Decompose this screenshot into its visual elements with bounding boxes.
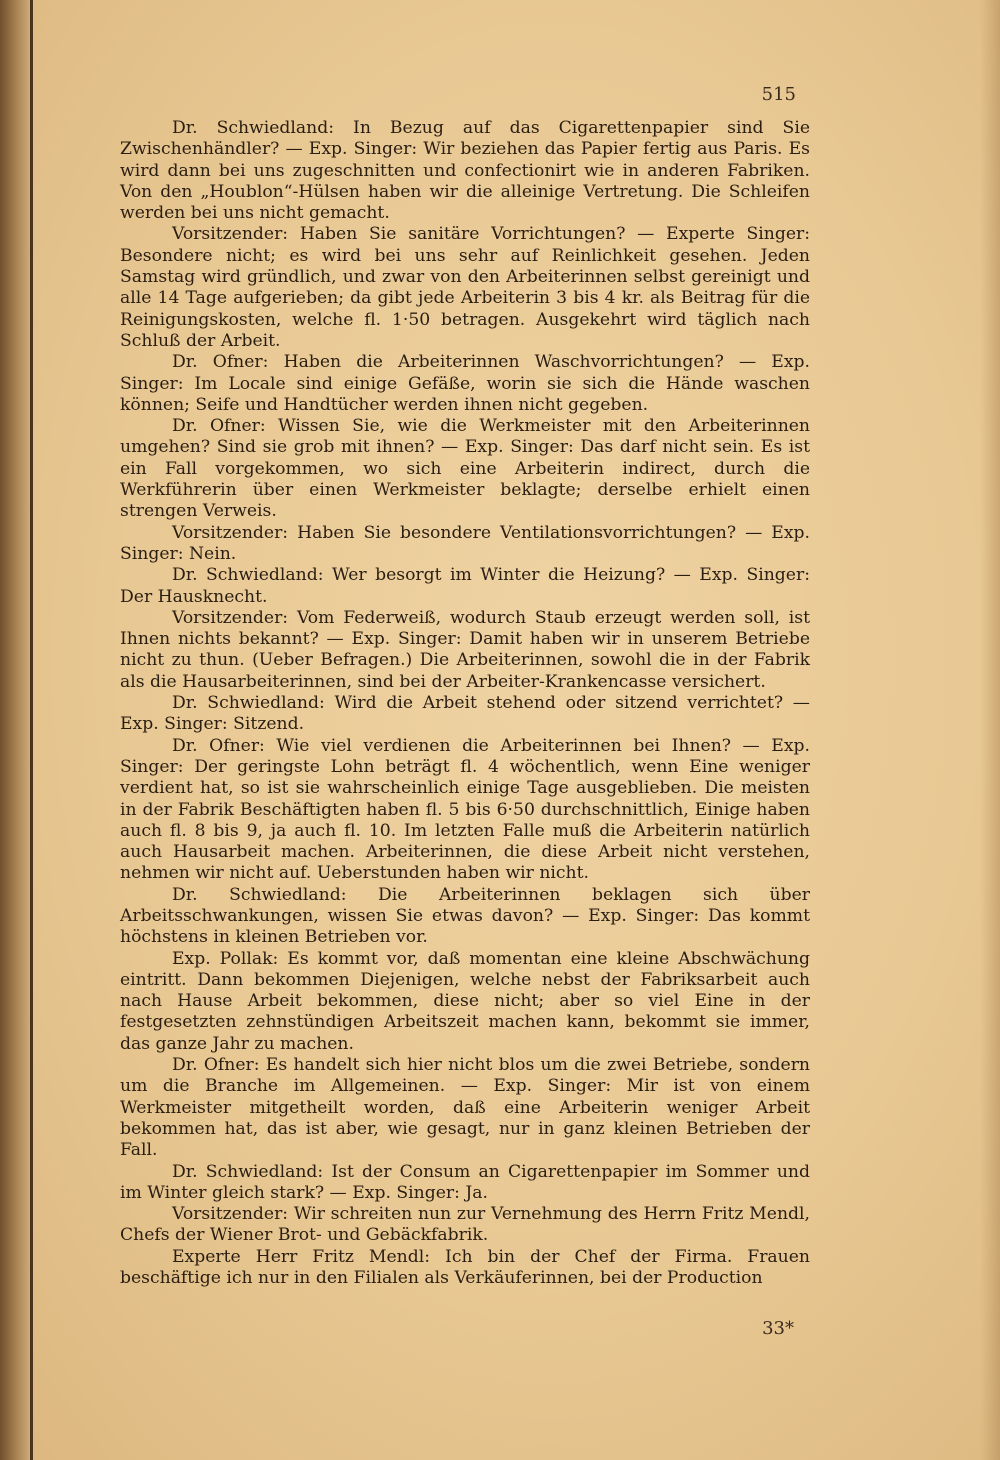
paragraph: Dr. Ofner: Es handelt sich hier nicht blos um die zwei Betriebe, sondern um die Branche im Allgemeinen. — Exp. Singer: Mir ist von einem Werkmeister mitgetheilt worden, daß eine Arbeiterin weniger Arbeit bekommen hat, das ist aber, wie gesagt, nur in ganz kleinen Betrieben der Fall. bbox=[120, 1055, 810, 1161]
paragraph: Dr. Schwiedland: In Bezug auf das Cigarettenpapier sind Sie Zwischenhändler? — Exp. Singer: Wir beziehen das Papier fertig aus Paris. Es wird dann bei uns zugeschnitten und confectionirt wie in anderen Fabriken. Von den „Houblon“-Hülsen haben wir die alleinige Vertretung. Die Schleifen werden bei uns nicht gemacht. bbox=[120, 118, 810, 224]
paragraph: Vorsitzender: Haben Sie sanitäre Vorrichtungen? — Experte Singer: Besondere nicht; es wird bei uns sehr auf Reinlichkeit gesehen. Jeden Samstag wird gründlich, und zwar von den Arbeiterinnen selbst gereinigt und alle 14 Tage aufgerieben; da gibt jede Arbeiterin 3 bis 4 kr. als Beitrag für die Reinigungskosten, welche fl. 1·50 betragen. Ausgekehrt wird täglich nach Schluß der Arbeit. bbox=[120, 224, 810, 351]
binding-gutter bbox=[0, 0, 30, 1460]
paragraph: Dr. Ofner: Wissen Sie, wie die Werkmeister mit den Arbeiterinnen umgehen? Sind sie grob mit ihnen? — Exp. Singer: Das darf nicht sein. Es ist ein Fall vorgekommen, wo sich eine Arbeiterin indirect, durch die Werkführerin über einen Werkmeister beklagte; derselbe erhielt einen strengen Verweis. bbox=[120, 416, 810, 522]
paragraph: Vorsitzender: Vom Federweiß, wodurch Staub erzeugt werden soll, ist Ihnen nichts bekannt? — Exp. Singer: Damit haben wir in unserem Betriebe nicht zu thun. (Ueber Befragen.) Die Arbeiterinnen, sowohl die in der Fabrik als die Hausarbeiterinnen, sind bei der Arbeiter-Krankencasse versichert. bbox=[120, 607, 810, 692]
paragraph: Exp. Pollak: Es kommt vor, daß momentan eine kleine Abschwächung eintritt. Dann bekommen Diejenigen, welche nebst der Fabriksarbeit auch nach Hause Arbeit bekommen, diese nicht; aber so viel Eine in der festgesetzten zehnstündigen Arbeitszeit machen kann, bekommt sie immer, das ganze Jahr zu machen. bbox=[120, 948, 810, 1054]
paragraph: Dr. Schwiedland: Ist der Consum an Cigarettenpapier im Sommer und im Winter gleich stark? — Exp. Singer: Ja. bbox=[120, 1161, 810, 1203]
paragraph: Dr. Schwiedland: Die Arbeiterinnen beklagen sich über Arbeitsschwankungen, wissen Sie etwas davon? — Exp. Singer: Das kommt höchstens in kleinen Betrieben vor. bbox=[120, 884, 810, 948]
paragraph: Vorsitzender: Haben Sie besondere Ventilationsvorrichtungen? — Exp. Singer: Nein. bbox=[120, 522, 810, 564]
paragraph: Experte Herr Fritz Mendl: Ich bin der Chef der Firma. Frauen beschäftige ich nur in den Filialen als Verkäuferinnen, bei der Production bbox=[120, 1246, 810, 1289]
paragraph: Dr. Schwiedland: Wird die Arbeit stehend oder sitzend verrichtet? — Exp. Singer: Sitzend. bbox=[120, 693, 810, 735]
signature-mark: 33* bbox=[762, 1318, 794, 1339]
paragraph: Dr. Ofner: Wie viel verdienen die Arbeiterinnen bei Ihnen? — Exp. Singer: Der geringste Lohn beträgt fl. 4 wöchentlich, wenn Eine weniger verdient hat, so ist sie wahrscheinlich einige Tage ausgeblieben. Die meisten in der Fabrik Beschäftigten haben fl. 5 bis 6·50 durchschnittlich, Einige haben auch fl. 8 bis 9, ja auch fl. 10. Im letzten Falle muß die Arbeiterin natürlich auch Hausarbeit machen. Arbeiterinnen, die diese Arbeit nicht verstehen, nehmen wir nicht auf. Ueberstunden haben wir nicht. bbox=[120, 735, 810, 884]
paragraph: Dr. Ofner: Haben die Arbeiterinnen Waschvorrichtungen? — Exp. Singer: Im Locale sind einige Gefäße, worin sie sich die Hände waschen können; Seife und Handtücher werden ihnen nicht gegeben. bbox=[120, 352, 810, 415]
paragraph: Vorsitzender: Wir schreiten nun zur Vernehmung des Herrn Fritz Mendl, Chefs der Wiener Brot- und Gebäckfabrik. bbox=[120, 1204, 810, 1246]
gutter-edge-line bbox=[30, 0, 33, 1460]
paragraph: Dr. Schwiedland: Wer besorgt im Winter die Heizung? — Exp. Singer: Der Hausknecht. bbox=[120, 565, 810, 607]
page-number: 515 bbox=[761, 84, 796, 105]
page-edge-shading bbox=[980, 0, 1000, 1460]
body-text bbox=[120, 118, 810, 1289]
